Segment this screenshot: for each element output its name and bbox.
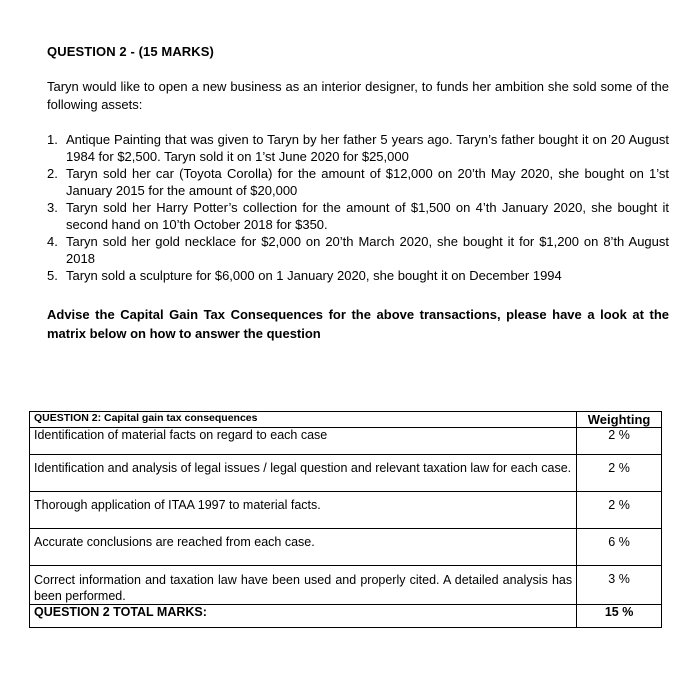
list-item — [47, 131, 669, 165]
total-label: QUESTION 2 TOTAL MARKS: — [30, 605, 577, 628]
list-number: 5. — [47, 268, 58, 283]
intro-paragraph: Taryn would like to open a new business as an interior designer, to funds her ambition she sold some of the following assets: — [47, 79, 669, 112]
row-description: Correct information and taxation law have been used and properly cited. A detailed analysis has been performed. — [30, 566, 577, 605]
table-row — [30, 492, 662, 529]
list-number: 1. — [47, 132, 58, 147]
list-item-text: Antique Painting that was given to Taryn by her father 5 years ago. Taryn’s father bought it on 20 August 1984 for $2,500. Taryn sold it on 1’st June 2020 for $25,000 — [66, 132, 669, 164]
table-row — [30, 529, 662, 566]
table-row — [30, 428, 662, 455]
row-description: Identification and analysis of legal issues / legal question and relevant taxation law for each case. — [30, 455, 577, 492]
table-row — [30, 455, 662, 492]
list-item-text: Taryn sold her gold necklace for $2,000 on 20’th March 2020, she bought it for $1,200 on 8’th August 2018 — [66, 234, 669, 266]
table-total-row — [30, 605, 662, 628]
list-number: 4. — [47, 234, 58, 249]
list-item — [47, 267, 669, 284]
header-weighting: Weighting — [577, 412, 662, 428]
list-item-text: Taryn sold a sculpture for $6,000 on 1 January 2020, she bought it on December 1994 — [66, 268, 562, 283]
list-item-text: Taryn sold her Harry Potter’s collection for the amount of $1,500 on 4’th January 2020, she bought it second hand on 10’th October 2018 for $350. — [66, 200, 669, 232]
row-weight: 6 % — [577, 529, 662, 566]
marking-matrix-table — [29, 411, 662, 628]
row-weight: 3 % — [577, 566, 662, 605]
row-description: Accurate conclusions are reached from each case. — [30, 529, 577, 566]
list-item-text: Taryn sold her car (Toyota Corolla) for the amount of $12,000 on 20’th May 2020, she bought on 1’st January 2015 for the amount of $20,000 — [66, 166, 669, 198]
list-item — [47, 199, 669, 233]
list-item — [47, 165, 669, 199]
asset-list — [47, 131, 669, 284]
row-weight: 2 % — [577, 492, 662, 529]
list-number: 2. — [47, 166, 58, 181]
header-description: QUESTION 2: Capital gain tax consequences — [30, 412, 577, 428]
row-weight: 2 % — [577, 428, 662, 455]
row-description: Identification of material facts on regard to each case — [30, 428, 577, 455]
table-header-row — [30, 412, 662, 428]
list-item — [47, 233, 669, 267]
row-description: Thorough application of ITAA 1997 to material facts. — [30, 492, 577, 529]
table-row — [30, 566, 662, 605]
row-weight: 2 % — [577, 455, 662, 492]
list-number: 3. — [47, 200, 58, 215]
total-value: 15 % — [577, 605, 662, 628]
question-title: QUESTION 2 - (15 MARKS) — [47, 44, 214, 59]
advise-instruction: Advise the Capital Gain Tax Consequences for the above transactions, please have a look at the matrix below on how to answer the question — [47, 307, 669, 341]
